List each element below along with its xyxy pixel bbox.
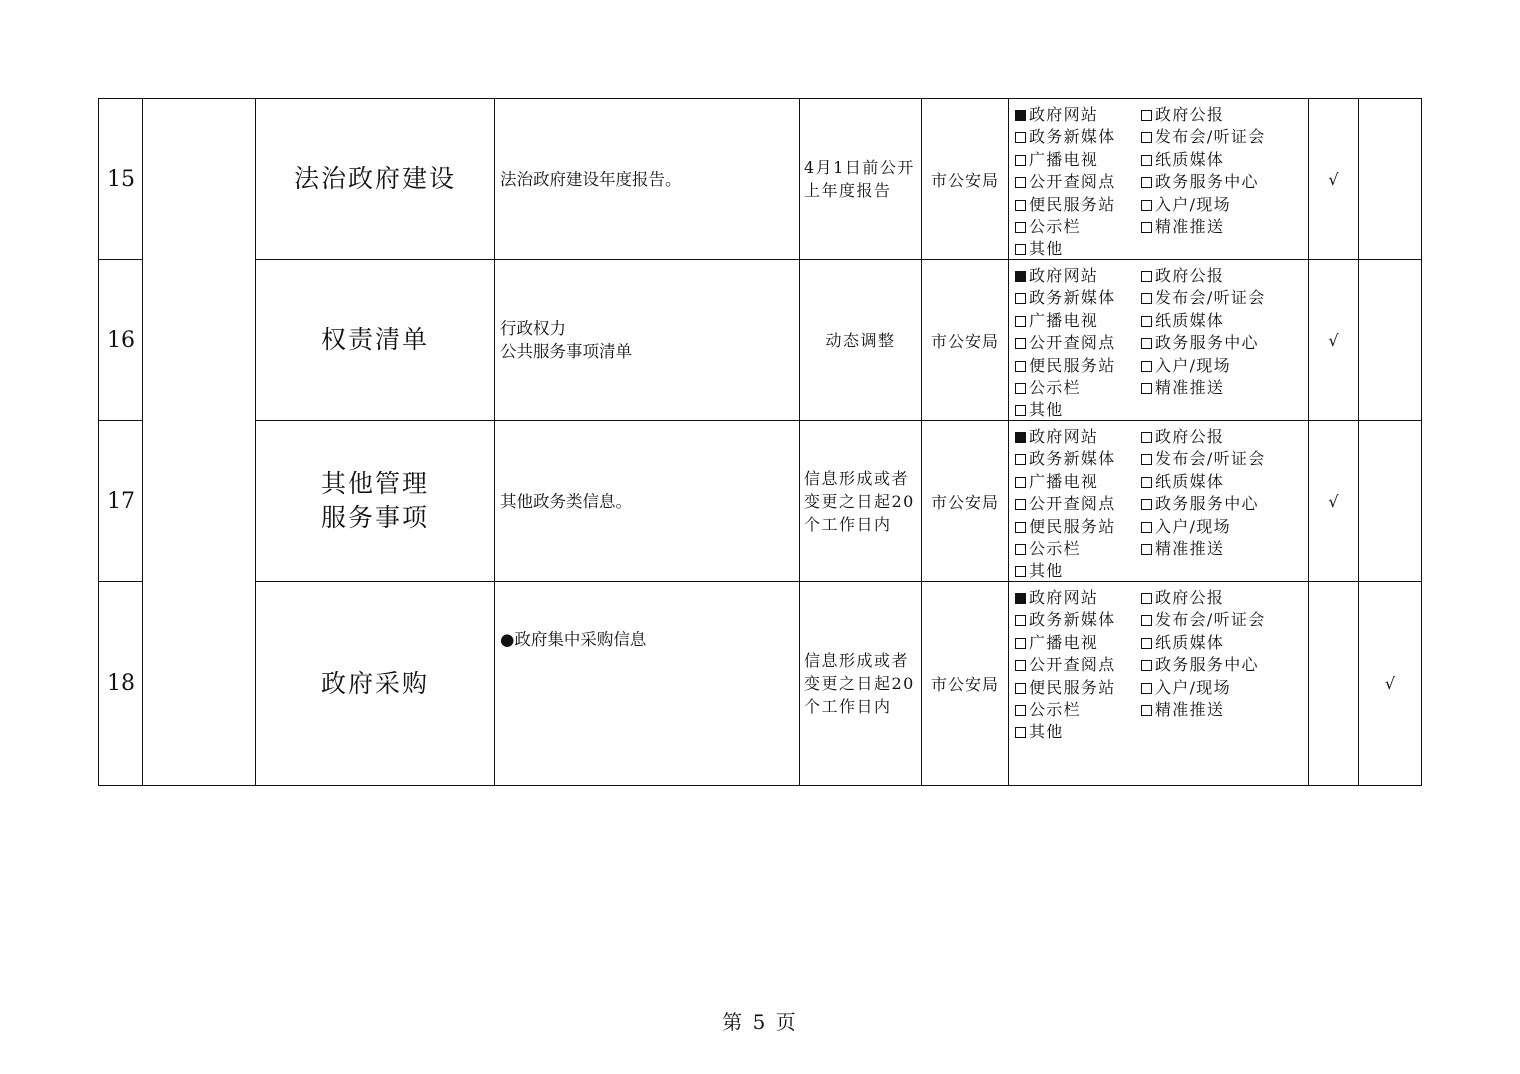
channel-label: 广播电视 [1029, 632, 1099, 652]
mark-a-cell [1309, 582, 1359, 786]
content-cell [495, 260, 800, 421]
channel-label: 发布会/听证会 [1155, 449, 1266, 469]
channel-label: 其他 [1029, 400, 1064, 420]
table-row [99, 582, 1422, 786]
checkbox-empty-icon[interactable] [1141, 499, 1152, 510]
page-number: 第 5 页 [722, 1010, 798, 1034]
channel-option[interactable] [1141, 192, 1291, 214]
checkbox-empty-icon[interactable] [1015, 638, 1026, 649]
channel-option[interactable] [1015, 607, 1141, 629]
content-line: ●政府集中采购信息 [500, 630, 647, 649]
channel-option[interactable] [1141, 536, 1291, 558]
channel-option[interactable] [1141, 375, 1291, 397]
mark-a-cell: √ [1309, 421, 1359, 582]
channel-option[interactable] [1015, 585, 1141, 607]
channel-label: 公开查阅点 [1029, 494, 1116, 514]
channel-option[interactable] [1141, 147, 1291, 169]
channel-label: 便民服务站 [1029, 194, 1116, 214]
checkbox-empty-icon[interactable] [1141, 177, 1152, 188]
checkbox-empty-icon[interactable] [1015, 660, 1026, 671]
content-line: 行政权力 [500, 319, 566, 338]
channel-label: 精准推送 [1155, 216, 1225, 236]
checkbox-empty-icon[interactable] [1141, 544, 1152, 555]
department-cell: 市公安局 [922, 99, 1009, 260]
channel-label: 便民服务站 [1029, 355, 1116, 375]
time-limit-cell [800, 260, 922, 421]
channel-label: 政府网站 [1029, 105, 1099, 124]
checkbox-empty-icon[interactable] [1015, 522, 1026, 533]
channel-label: 精准推送 [1155, 377, 1225, 397]
channel-label: 政务新媒体 [1029, 127, 1116, 147]
checkbox-empty-icon[interactable] [1141, 477, 1152, 488]
checkbox-empty-icon[interactable] [1141, 660, 1152, 671]
row-number: 15 [99, 99, 143, 260]
channel-option[interactable] [1141, 446, 1291, 468]
time-line: 变更之日起20 [804, 491, 915, 511]
checkbox-empty-icon[interactable] [1015, 499, 1026, 510]
time-line: 信息形成或者 [804, 651, 910, 670]
checkbox-empty-icon[interactable] [1015, 200, 1026, 211]
category-cell [256, 421, 495, 582]
checkbox-empty-icon[interactable] [1015, 544, 1026, 555]
channel-label: 政务服务中心 [1155, 655, 1259, 675]
channel-option[interactable] [1141, 491, 1291, 513]
checkbox-empty-icon[interactable] [1015, 293, 1026, 304]
channel-option[interactable] [1141, 424, 1291, 446]
checkbox-empty-icon[interactable] [1141, 615, 1152, 626]
channel-label: 政务服务中心 [1155, 494, 1259, 514]
channel-option[interactable] [1015, 446, 1141, 468]
channel-option[interactable] [1015, 514, 1141, 536]
checkbox-empty-icon[interactable] [1015, 405, 1026, 416]
channel-option[interactable] [1141, 469, 1291, 491]
channel-option[interactable] [1015, 375, 1141, 397]
checkbox-checked-icon[interactable] [1015, 110, 1026, 121]
checkbox-empty-icon[interactable] [1015, 222, 1026, 233]
channel-option[interactable] [1141, 263, 1291, 285]
channel-label: 入户/现场 [1155, 194, 1231, 214]
content-line: 其他政务类信息。 [500, 491, 632, 511]
category-line: 政府采购 [320, 668, 429, 698]
channel-option[interactable] [1141, 330, 1291, 352]
category-line: 服务事项 [320, 503, 429, 532]
time-line: 个工作日内 [804, 514, 892, 534]
channel-option[interactable] [1015, 308, 1141, 330]
channel-label: 其他 [1029, 239, 1064, 259]
channel-label: 政务服务中心 [1155, 172, 1259, 192]
channel-label: 政府公报 [1155, 427, 1225, 446]
checkbox-empty-icon[interactable] [1141, 454, 1152, 465]
channel-option[interactable] [1015, 558, 1141, 580]
channel-label: 其他 [1029, 561, 1064, 581]
channel-option[interactable] [1015, 169, 1141, 191]
channel-label: 公示栏 [1029, 699, 1081, 719]
channel-option[interactable] [1141, 353, 1291, 375]
checkbox-empty-icon[interactable] [1141, 271, 1152, 282]
checkbox-empty-icon[interactable] [1015, 316, 1026, 327]
channel-option[interactable] [1015, 102, 1141, 124]
channel-option[interactable] [1141, 169, 1291, 191]
mark-b-cell [1359, 421, 1422, 582]
checkbox-empty-icon[interactable] [1141, 222, 1152, 233]
time-limit-cell [800, 99, 922, 260]
mark-b-cell [1359, 99, 1422, 260]
channel-option[interactable] [1015, 675, 1141, 697]
channel-option[interactable] [1015, 214, 1141, 236]
checkbox-empty-icon[interactable] [1141, 593, 1152, 604]
checkbox-empty-icon[interactable] [1015, 338, 1026, 349]
channel-label: 其他 [1029, 722, 1064, 742]
channel-option[interactable] [1141, 630, 1291, 652]
disclosure-table [98, 98, 1422, 786]
time-line: 上年度报告 [804, 181, 892, 200]
department-cell: 市公安局 [922, 582, 1009, 786]
table-row [99, 260, 1422, 421]
time-line: 变更之日起20 [804, 674, 915, 693]
channel-option[interactable] [1015, 630, 1141, 652]
channel-label: 入户/现场 [1155, 355, 1231, 375]
checkbox-empty-icon[interactable] [1015, 132, 1026, 143]
department-cell: 市公安局 [922, 421, 1009, 582]
channel-label: 纸质媒体 [1155, 149, 1225, 169]
checkbox-empty-icon[interactable] [1141, 705, 1152, 716]
checkbox-empty-icon[interactable] [1141, 361, 1152, 372]
checkbox-empty-icon[interactable] [1015, 477, 1026, 488]
channel-option[interactable] [1015, 124, 1141, 146]
checkbox-empty-icon[interactable] [1141, 683, 1152, 694]
checkbox-checked-icon[interactable] [1015, 593, 1026, 604]
channel-option[interactable] [1141, 652, 1291, 674]
checkbox-empty-icon[interactable] [1141, 638, 1152, 649]
checkbox-empty-icon[interactable] [1015, 454, 1026, 465]
channel-label: 广播电视 [1029, 471, 1099, 491]
channel-label: 政务服务中心 [1155, 333, 1259, 353]
content-cell [495, 421, 800, 582]
channel-label: 公示栏 [1029, 216, 1081, 236]
category-line: 其他管理 [320, 469, 429, 498]
checkbox-empty-icon[interactable] [1015, 383, 1026, 394]
category-line: 权责清单 [320, 325, 429, 354]
checkbox-empty-icon[interactable] [1141, 522, 1152, 533]
content-line: 法治政府建设年度报告。 [500, 169, 682, 189]
checkbox-empty-icon[interactable] [1141, 132, 1152, 143]
channel-label: 发布会/听证会 [1155, 610, 1266, 630]
channel-label: 发布会/听证会 [1155, 127, 1266, 147]
table-row [99, 421, 1422, 582]
channel-option[interactable] [1015, 147, 1141, 169]
checkbox-empty-icon[interactable] [1141, 338, 1152, 349]
channel-option[interactable] [1015, 236, 1141, 258]
channel-label: 精准推送 [1155, 699, 1225, 719]
channel-label: 政府公报 [1155, 588, 1225, 607]
channel-label: 公开查阅点 [1029, 172, 1116, 192]
row-number: 16 [99, 260, 143, 421]
channel-option[interactable] [1141, 308, 1291, 330]
row-number: 18 [99, 582, 143, 786]
time-line: 信息形成或者 [804, 468, 910, 488]
mark-b-cell [1359, 260, 1422, 421]
channel-option[interactable] [1015, 330, 1141, 352]
channel-option[interactable] [1141, 514, 1291, 536]
channel-label: 入户/现场 [1155, 516, 1231, 536]
time-limit-cell [800, 421, 922, 582]
channel-label: 便民服务站 [1029, 677, 1116, 697]
channel-label: 发布会/听证会 [1155, 288, 1266, 308]
channel-option[interactable] [1015, 536, 1141, 558]
checkbox-empty-icon[interactable] [1141, 432, 1152, 443]
channel-label: 政务新媒体 [1029, 610, 1116, 630]
channel-option[interactable] [1015, 353, 1141, 375]
channel-label: 政府网站 [1029, 588, 1099, 607]
channel-label: 公示栏 [1029, 377, 1081, 397]
channel-label: 政府网站 [1029, 427, 1099, 446]
channel-label: 精准推送 [1155, 538, 1225, 558]
channels-cell [1009, 421, 1309, 582]
time-line: 动态调整 [825, 330, 896, 350]
checkbox-empty-icon[interactable] [1015, 727, 1026, 738]
channel-option[interactable] [1015, 424, 1141, 446]
channel-option[interactable] [1015, 719, 1141, 741]
checkbox-empty-icon[interactable] [1015, 155, 1026, 166]
checkbox-empty-icon[interactable] [1141, 155, 1152, 166]
channel-label: 广播电视 [1029, 149, 1099, 169]
checkbox-checked-icon[interactable] [1015, 271, 1026, 282]
channel-option[interactable] [1141, 102, 1291, 124]
channel-option[interactable] [1141, 214, 1291, 236]
channel-label: 政府公报 [1155, 105, 1225, 124]
channel-option[interactable] [1141, 285, 1291, 307]
mark-a-cell: √ [1309, 260, 1359, 421]
channel-label: 纸质媒体 [1155, 471, 1225, 491]
channel-option[interactable] [1015, 469, 1141, 491]
channels-cell [1009, 99, 1309, 260]
content-cell [495, 99, 800, 260]
mark-a-cell: √ [1309, 99, 1359, 260]
channel-label: 政府公报 [1155, 266, 1225, 285]
channel-label: 政务新媒体 [1029, 449, 1116, 469]
department-cell: 市公安局 [922, 260, 1009, 421]
channel-option[interactable] [1141, 585, 1291, 607]
content-cell [495, 582, 800, 786]
checkbox-empty-icon[interactable] [1141, 293, 1152, 304]
channel-option[interactable] [1015, 192, 1141, 214]
time-limit-cell [800, 582, 922, 786]
checkbox-empty-icon[interactable] [1015, 615, 1026, 626]
checkbox-empty-icon[interactable] [1015, 177, 1026, 188]
channel-option[interactable] [1015, 652, 1141, 674]
category-cell [256, 260, 495, 421]
checkbox-checked-icon[interactable] [1015, 432, 1026, 443]
checkbox-empty-icon[interactable] [1015, 683, 1026, 694]
channel-label: 政府网站 [1029, 266, 1099, 285]
category-line: 法治政府建设 [293, 164, 456, 193]
checkbox-empty-icon[interactable] [1015, 705, 1026, 716]
channel-label: 便民服务站 [1029, 516, 1116, 536]
channel-option[interactable] [1015, 491, 1141, 513]
channel-option[interactable] [1015, 263, 1141, 285]
channel-option[interactable] [1141, 675, 1291, 697]
mark-b-cell: √ [1359, 582, 1422, 786]
channel-label: 广播电视 [1029, 310, 1099, 330]
channel-option[interactable] [1141, 124, 1291, 146]
checkbox-empty-icon[interactable] [1141, 110, 1152, 121]
channel-label: 公开查阅点 [1029, 333, 1116, 353]
row-number: 17 [99, 421, 143, 582]
checkbox-empty-icon[interactable] [1141, 200, 1152, 211]
channel-label: 公示栏 [1029, 538, 1081, 558]
channel-label: 纸质媒体 [1155, 632, 1225, 652]
channel-option[interactable] [1015, 697, 1141, 719]
category-cell [256, 99, 495, 260]
time-line: 个工作日内 [804, 697, 892, 716]
channel-option[interactable] [1141, 607, 1291, 629]
checkbox-empty-icon[interactable] [1141, 383, 1152, 394]
channel-label: 公开查阅点 [1029, 655, 1116, 675]
table-row [99, 99, 1422, 260]
channel-label: 入户/现场 [1155, 677, 1231, 697]
category-cell [256, 582, 495, 786]
channel-label: 政务新媒体 [1029, 288, 1116, 308]
checkbox-empty-icon[interactable] [1141, 316, 1152, 327]
checkbox-empty-icon[interactable] [1015, 244, 1026, 255]
channel-option[interactable] [1015, 397, 1141, 419]
channels-cell [1009, 582, 1309, 786]
checkbox-empty-icon[interactable] [1015, 566, 1026, 577]
time-line: 4月1日前公开 [804, 158, 915, 177]
channel-option[interactable] [1141, 697, 1291, 719]
checkbox-empty-icon[interactable] [1015, 361, 1026, 372]
parent-category-cell [143, 99, 256, 786]
content-line: 公共服务事项清单 [500, 342, 632, 361]
channels-cell [1009, 260, 1309, 421]
channel-label: 纸质媒体 [1155, 310, 1225, 330]
channel-option[interactable] [1015, 285, 1141, 307]
